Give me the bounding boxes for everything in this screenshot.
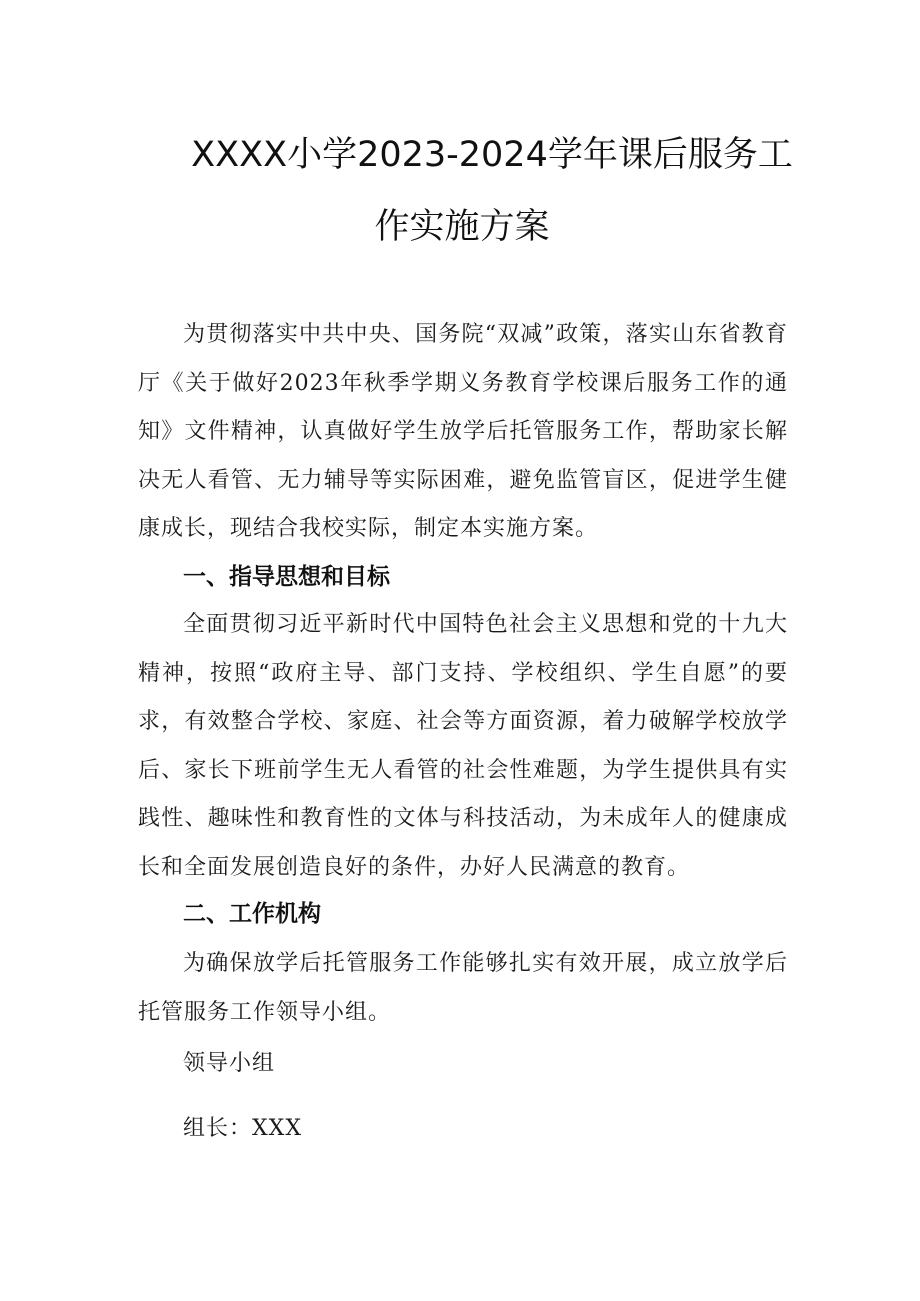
intro-paragraph: 为贯彻落实中共中央、国务院“双减”政策，落实山东省教育厅《关于做好2023年秋季学期义务教育学校课后服务工作的通知》文件精神，认真做好学生放学后托管服务工作，帮助家长解决无人看管、无力辅导等实际困难，避免监管盲区，促进学生健康成长，现结合我校实际，制定本实施方案。 [138,322,788,541]
guiding-ideology-paragraph: 全面贯彻习近平新时代中国特色社会主义思想和党的十九大精神，按照“政府主导、部门支持、学校组织、学生自愿”的要求，有效整合学校、家庭、社会等方面资源，着力破解学校放学后、家长下班前学生无人看管的社会性难题，为学生提供具有实践性、趣味性和教育性的文体与科技活动，为未成年人的健康成长和全面发展创造良好的条件，办好人民满意的教育。 [138,612,788,880]
document-title-line-1: XXXX小学2023-2024学年课后服务工 [191,135,793,175]
group-leader-line: 组长：XXX [183,1116,302,1141]
section-heading-work-organization: 二、工作机构 [183,901,321,927]
section-heading-guiding-ideology: 一、指导思想和目标 [183,564,390,590]
work-organization-paragraph: 为确保放学后托管服务工作能够扎实有效开展，成立放学后托管服务工作领导小组。 [138,951,788,1025]
leadership-group-label: 领导小组 [183,1051,276,1076]
document-title-line-2: 作实施方案 [374,207,550,247]
